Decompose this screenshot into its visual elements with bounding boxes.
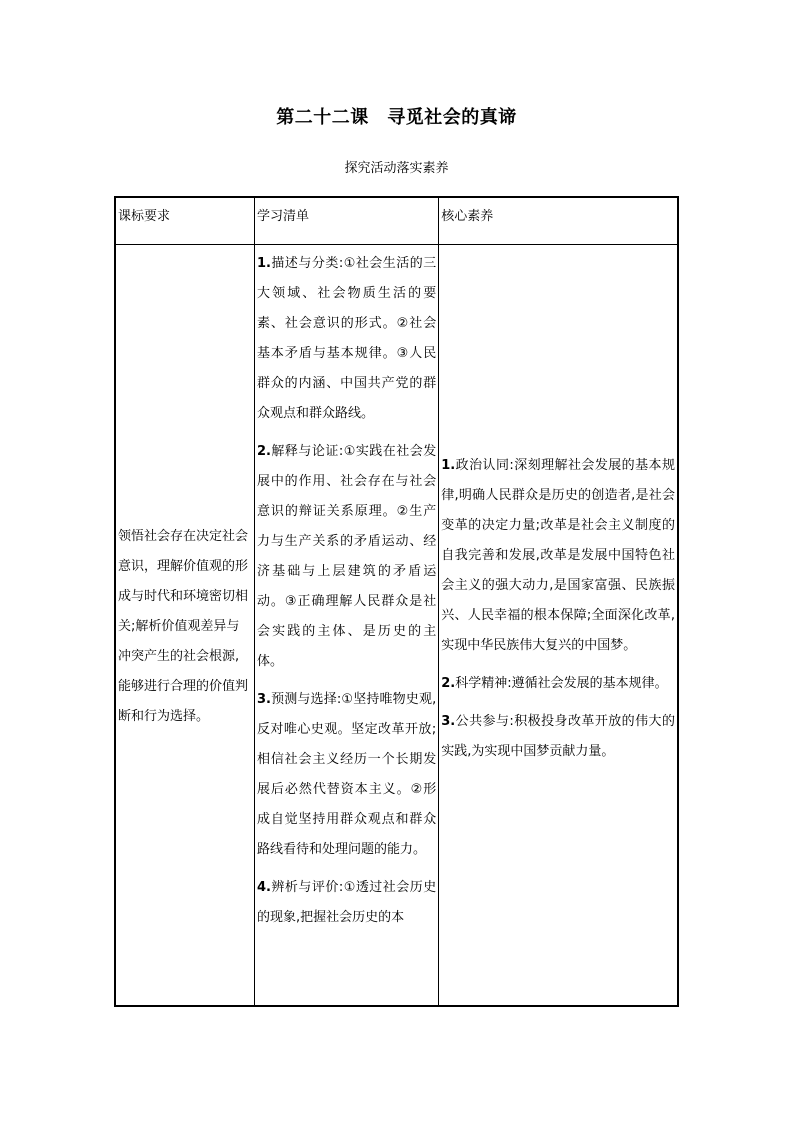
checklist-cell [254, 245, 438, 1007]
checklist-item-4: 4.辨析与评价:①透过社会历史的现象,把握社会历史的本 [256, 880, 437, 925]
table-body-row [115, 245, 678, 1007]
header-core-literacy: 核心素养 [439, 197, 678, 245]
standard-text: 领悟社会存在决定社会意识，理解价值观的形成与时代和环境密切相关;解析价值观差异与冲突产生的社会根源,能够进行合理的价值判断和行为选择。 [118, 529, 249, 724]
checklist-item-2: 2.解释与论证:①实践在社会发展中的作用、社会存在与社会意识的辩证关系原理。②生产力与生产关系的矛盾运动、经济基础与上层建筑的矛盾运动。③正确理解人民群众是社会实践的主体、是历史的主体。 [256, 444, 437, 669]
core-item-3: 3.公共参与:积极投身改革开放的伟大的实践,为实现中国梦贡献力量。 [441, 714, 675, 759]
curriculum-table [114, 196, 679, 1007]
page-title: 第二十二课 寻觅社会的真谛 [276, 107, 517, 128]
table-header-row [115, 197, 678, 245]
core-item-2: 2.科学精神:遵循社会发展的基本规律。 [441, 676, 668, 691]
header-checklist: 学习清单 [254, 197, 438, 245]
checklist-item-1: 1.描述与分类:①社会生活的三大领域、社会物质生活的要素、社会意识的形式。②社会基本矛盾与基本规律。③人民群众的内涵、中国共产党的群众观点和群众路线。 [256, 256, 437, 421]
checklist-item-3: 3.预测与选择:①坚持唯物史观,反对唯心史观。坚定改革开放;相信社会主义经历一个长期发展后必然代替资本主义。②形成自觉坚持用群众观点和群众路线看待和处理问题的能力。 [256, 692, 437, 857]
standard-cell [115, 245, 254, 1007]
core-literacy-cell [439, 245, 678, 1007]
header-standard: 课标要求 [115, 197, 254, 245]
section-subtitle: 探究活动落实素养 [344, 161, 449, 176]
core-item-1: 1.政治认同:深刻理解社会发展的基本规律,明确人民群众是历史的创造者,是社会变革的决定力量;改革是社会主义制度的自我完善和发展,改革是发展中国特色社会主义的强大动力,是国家富强、民族振兴、人民幸福的根本保障;全面深化改革,实现中华民族伟大复兴的中国梦。 [441, 458, 675, 653]
